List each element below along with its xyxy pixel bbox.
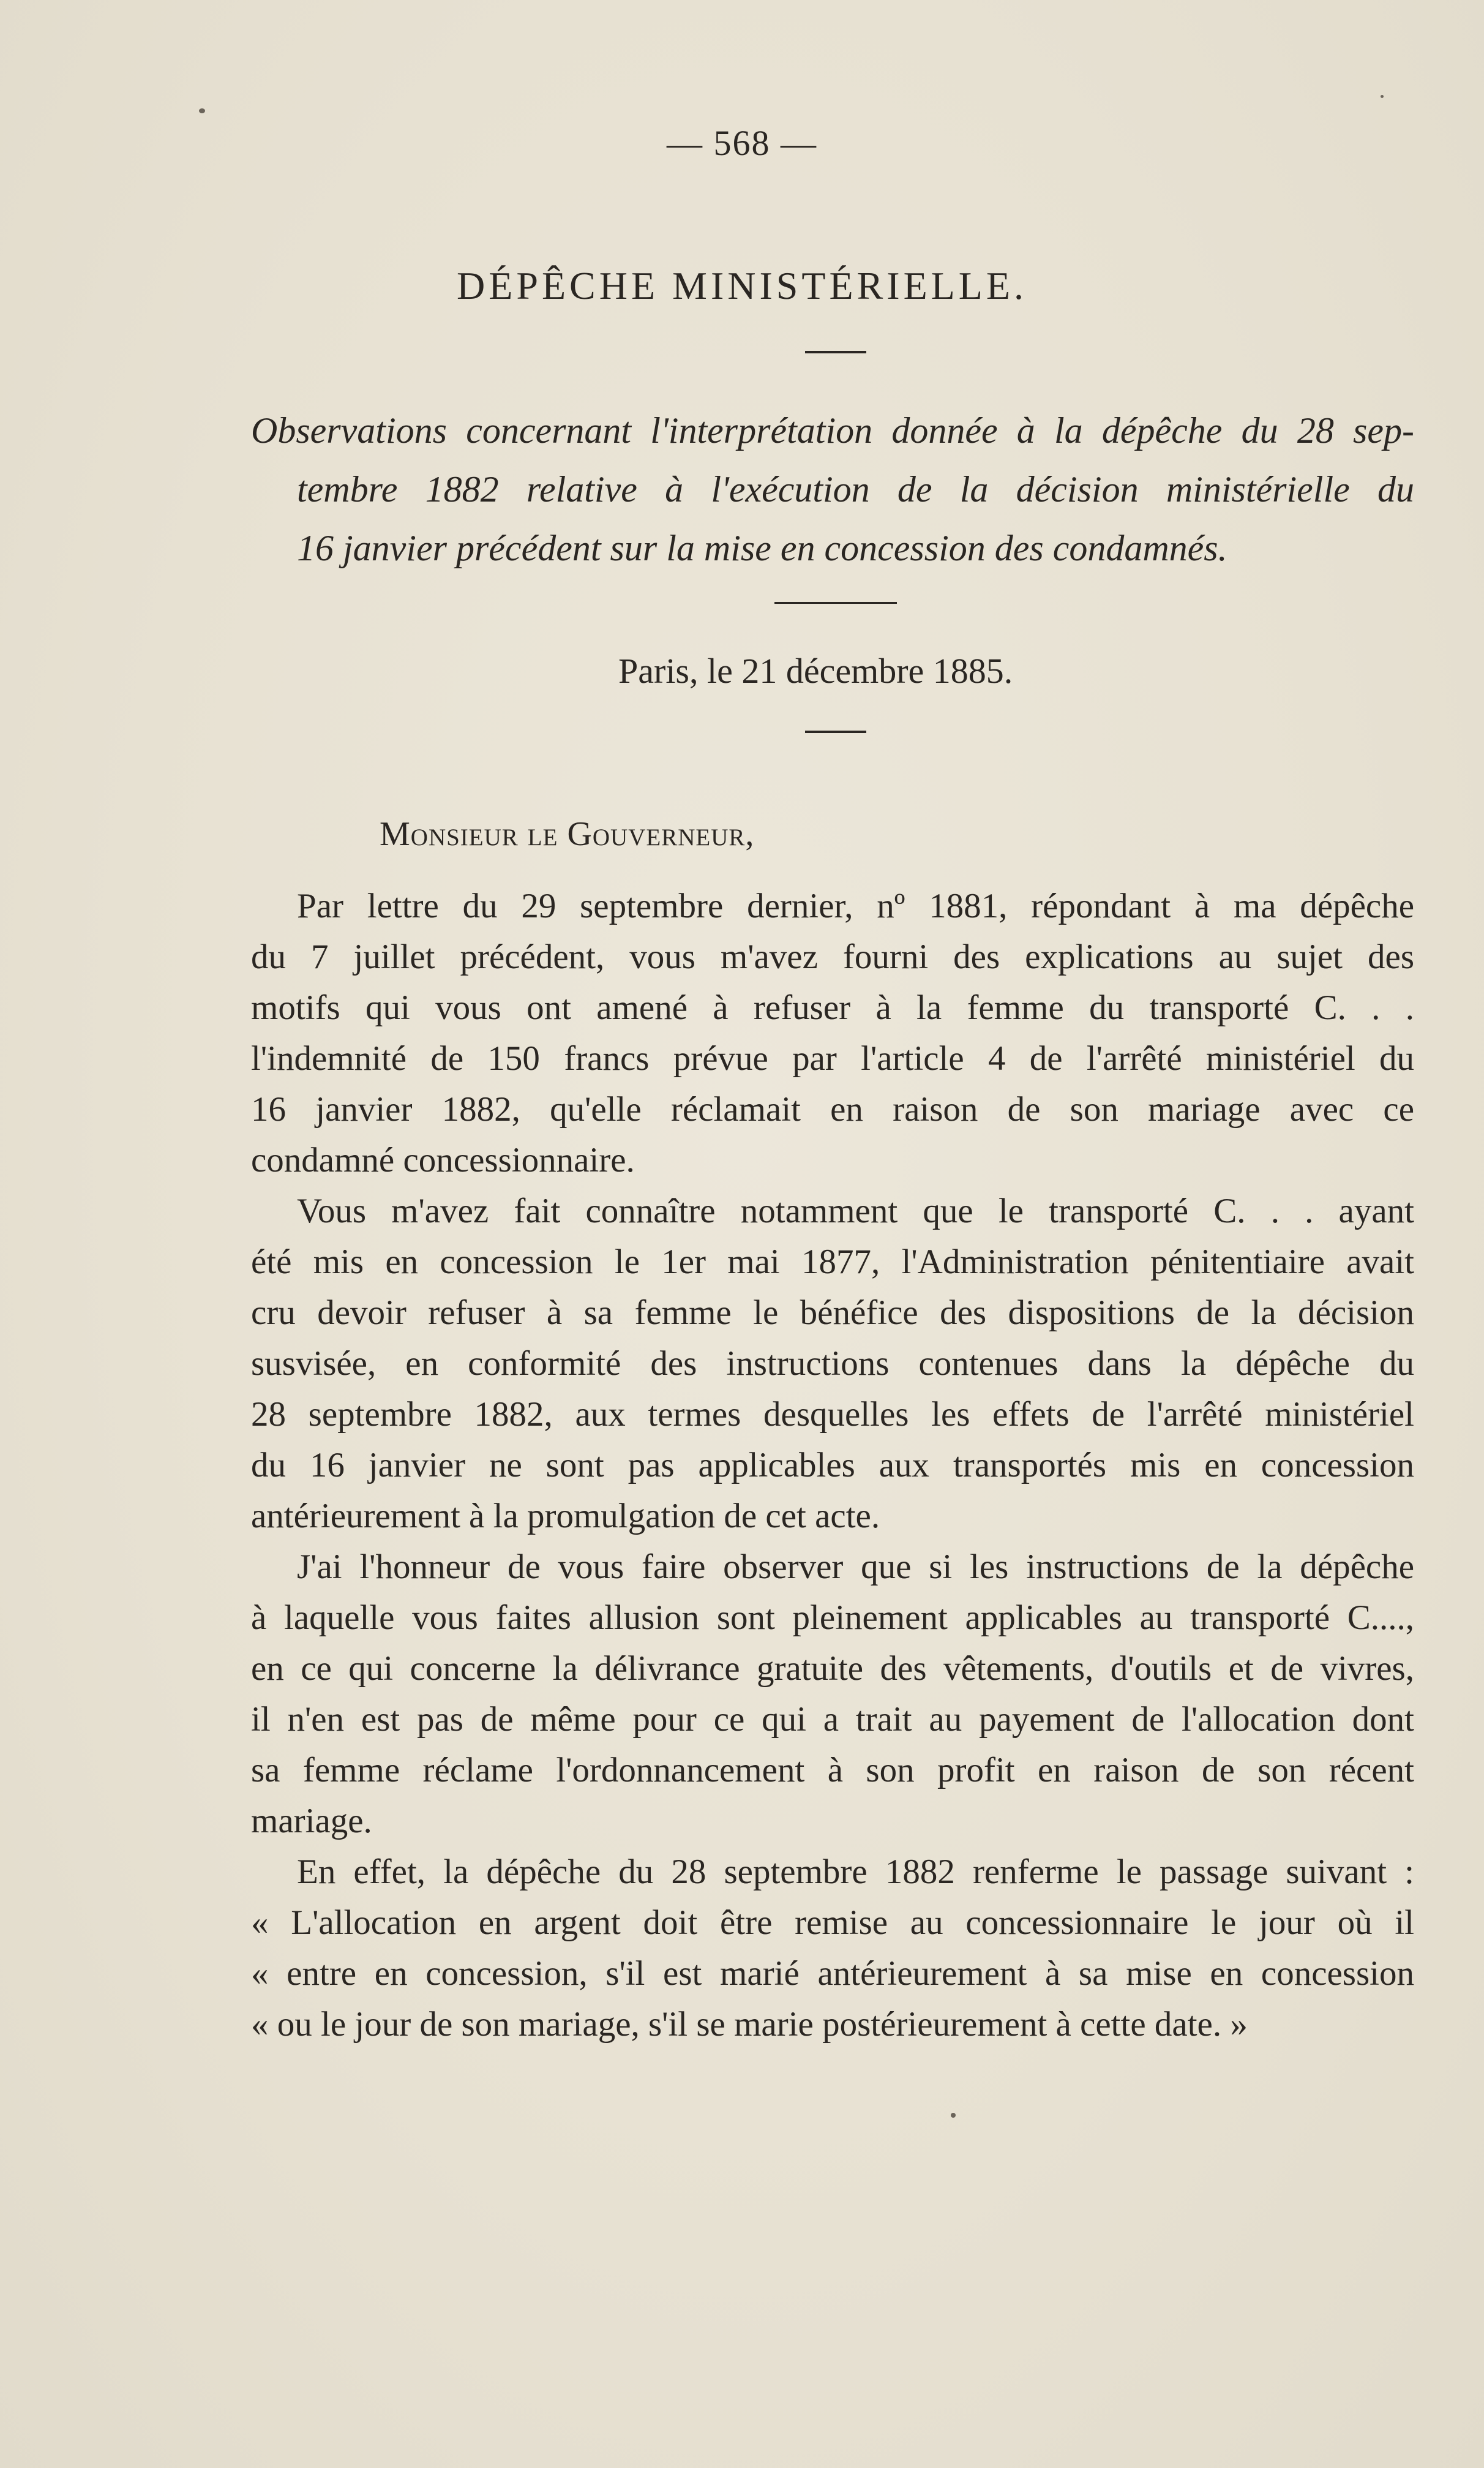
text-line: antérieurement à la promulgation de cet acte. [251, 1497, 880, 1535]
text-line: Vous m'avez fait connaître notamment que le transporté C. . . ayant [297, 1192, 1414, 1230]
letter-body [251, 881, 1414, 2050]
dateline: Paris, le 21 décembre 1885. [618, 651, 1013, 691]
text-line: il n'en est pas de même pour ce qui a trait au payement de l'allocation dont [251, 1700, 1414, 1739]
page-number: — 568 — [667, 123, 817, 163]
text-line: cru devoir refuser à sa femme le bénéfice des dispositions de la décision [251, 1293, 1414, 1332]
text-line: en ce qui concerne la délivrance gratuite des vêtements, d'outils et de vivres, [251, 1649, 1414, 1688]
paper-speck [199, 108, 205, 113]
text-line: du 16 janvier ne sont pas applicables aux transportés mis en concession [251, 1446, 1414, 1484]
text-line: 28 septembre 1882, aux termes desquelles les effets de l'arrêté ministériel [251, 1395, 1414, 1434]
paragraph [251, 881, 1414, 1186]
text-line: sa femme réclame l'ordonnancement à son profit en raison de son récent [251, 1751, 1414, 1789]
divider-rule [805, 731, 866, 733]
text-line: du 7 juillet précédent, vous m'avez fourni des explications au sujet des [251, 938, 1414, 976]
text-line: J'ai l'honneur de vous faire observer que si les instructions de la dépêche [297, 1548, 1414, 1586]
divider-rule [805, 351, 866, 353]
subtitle-line: tembre 1882 relative à l'exécution de la décision ministérielle du [297, 469, 1414, 510]
subtitle-line: 16 janvier précédent sur la mise en concession des condamnés. [297, 528, 1227, 568]
text-line: « ou le jour de son mariage, s'il se marie postérieurement à cette date. » [251, 2005, 1248, 2044]
paper-speck [951, 2113, 956, 2118]
text-line: susvisée, en conformité des instructions contenues dans la dépêche du [251, 1344, 1414, 1383]
paper-speck [1381, 95, 1384, 98]
paragraph [251, 1846, 1414, 2050]
divider-rule [774, 602, 897, 604]
text-line: mariage. [251, 1802, 372, 1840]
text-line: En effet, la dépêche du 28 septembre 1882 renferme le passage suivant : [297, 1853, 1414, 1891]
subtitle-line: Observations concernant l'interprétation donnée à la dépêche du 28 sep- [251, 410, 1414, 451]
page-title: DÉPÊCHE MINISTÉRIELLE. [457, 264, 1027, 307]
text-line: 16 janvier 1882, qu'elle réclamait en raison de son mariage avec ce [251, 1090, 1414, 1129]
text-line: à laquelle vous faites allusion sont pleinement applicables au transporté C...., [251, 1598, 1414, 1637]
text-line: « entre en concession, s'il est marié antérieurement à sa mise en concession [251, 1954, 1414, 1993]
salutation: Monsieur le Gouverneur, [380, 815, 755, 853]
text-line: l'indemnité de 150 francs prévue par l'article 4 de l'arrêté ministériel du [251, 1039, 1414, 1078]
text-line: Par lettre du 29 septembre dernier, nº 1881, répondant à ma dépêche [297, 887, 1414, 925]
text-line: été mis en concession le 1er mai 1877, l'Administration pénitentiaire avait [251, 1243, 1414, 1281]
text-line: motifs qui vous ont amené à refuser à la femme du transporté C. . . [251, 988, 1414, 1027]
paragraph [251, 1541, 1414, 1846]
text-line: « L'allocation en argent doit être remise au concessionnaire le jour où il [251, 1903, 1414, 1942]
document-subtitle [251, 401, 1414, 577]
paragraph [251, 1186, 1414, 1541]
text-line: condamné concessionnaire. [251, 1141, 635, 1179]
